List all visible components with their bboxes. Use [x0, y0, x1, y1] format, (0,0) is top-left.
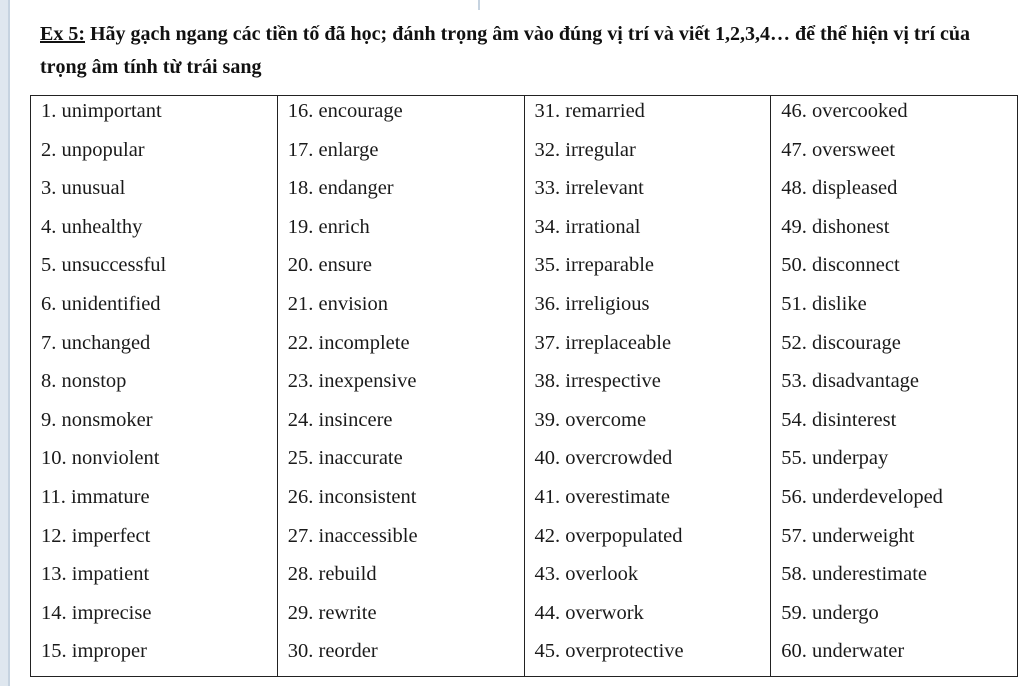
word-item: 48. displeased: [781, 177, 898, 200]
word-item: 28. rebuild: [287, 563, 377, 586]
word-item: 26. inconsistent: [287, 485, 417, 508]
word-item: 23. inexpensive: [287, 370, 417, 393]
word-item: 15. improper: [41, 640, 147, 663]
word-item: 54. disinterest: [781, 408, 897, 431]
word-item: 42. overpopulated: [534, 524, 683, 547]
word-item: 40. overcrowded: [534, 447, 673, 470]
word-item: 59. undergo: [781, 601, 879, 624]
word-item: 9. nonsmoker: [41, 408, 153, 431]
word-item: 7. unchanged: [41, 331, 151, 354]
word-item: 27. inaccessible: [287, 524, 418, 547]
word-item: 4. unhealthy: [41, 215, 143, 238]
word-item: 60. underwater: [781, 640, 905, 663]
word-table: [30, 95, 1018, 677]
word-item: 36. irreligious: [534, 292, 650, 315]
word-item: 57. underweight: [781, 524, 915, 547]
word-item: 50. disconnect: [781, 254, 900, 277]
word-column-3: [525, 96, 772, 676]
word-item: 14. imprecise: [41, 601, 152, 624]
word-item: 41. overestimate: [534, 485, 670, 508]
word-item: 5. unsuccessful: [41, 254, 167, 277]
word-item: 43. overlook: [534, 563, 639, 586]
word-item: 47. oversweet: [781, 138, 896, 161]
word-item: 39. overcome: [534, 408, 647, 431]
word-item: 10. nonviolent: [41, 447, 160, 470]
word-item: 16. encourage: [287, 100, 403, 122]
word-item: 51. dislike: [781, 292, 867, 315]
word-item: 8. nonstop: [41, 370, 127, 393]
word-item: 45. overprotective: [534, 640, 684, 663]
word-item: 18. endanger: [287, 177, 394, 200]
word-item: 3. unusual: [41, 177, 126, 200]
word-item: 52. discourage: [781, 331, 901, 354]
word-item: 21. envision: [287, 292, 388, 315]
exercise-label: Ex 5:: [40, 23, 85, 45]
word-item: 33. irrelevant: [534, 177, 644, 200]
word-item: 13. impatient: [41, 563, 150, 586]
word-item: 6. unidentified: [41, 292, 161, 315]
word-item: 22. incomplete: [287, 331, 410, 354]
word-item: 49. dishonest: [781, 215, 890, 238]
word-item: 30. reorder: [287, 640, 378, 663]
word-item: 34. irrational: [534, 215, 641, 238]
word-item: 25. inaccurate: [287, 447, 403, 470]
document-page: [8, 0, 1024, 686]
word-item: 19. enrich: [287, 215, 370, 238]
word-item: 53. disadvantage: [781, 370, 920, 393]
word-item: 44. overwork: [534, 601, 644, 624]
word-item: 38. irrespective: [534, 370, 661, 393]
word-item: 11. immature: [41, 485, 150, 508]
word-item: 1. unimportant: [41, 100, 162, 122]
word-item: 56. underdeveloped: [781, 485, 943, 508]
word-item: 24. insincere: [287, 408, 393, 431]
word-item: 58. underestimate: [781, 563, 927, 586]
word-item: 46. overcooked: [781, 100, 908, 122]
word-item: 12. imperfect: [41, 524, 151, 547]
ruler-guide-line: [478, 0, 480, 10]
word-item: 32. irregular: [534, 138, 636, 161]
exercise-instruction: Hãy gạch ngang các tiền tố đã học; đánh trọng âm vào đúng vị trí và viết 1,2,3,4… để thể hiện vị trí của trọng âm tính từ trái sang: [40, 23, 971, 78]
word-column-1: [31, 96, 278, 676]
word-item: 55. underpay: [781, 447, 889, 470]
word-item: 29. rewrite: [287, 601, 377, 624]
word-column-2: [278, 96, 525, 676]
word-item: 2. unpopular: [41, 138, 145, 161]
word-item: 35. irreparable: [534, 254, 655, 277]
word-item: 17. enlarge: [287, 138, 379, 161]
word-item: 20. ensure: [287, 254, 373, 277]
exercise-heading: [40, 18, 1020, 84]
word-item: 37. irreplaceable: [534, 331, 672, 354]
word-column-4: [771, 96, 1017, 676]
word-item: 31. remarried: [534, 100, 645, 122]
